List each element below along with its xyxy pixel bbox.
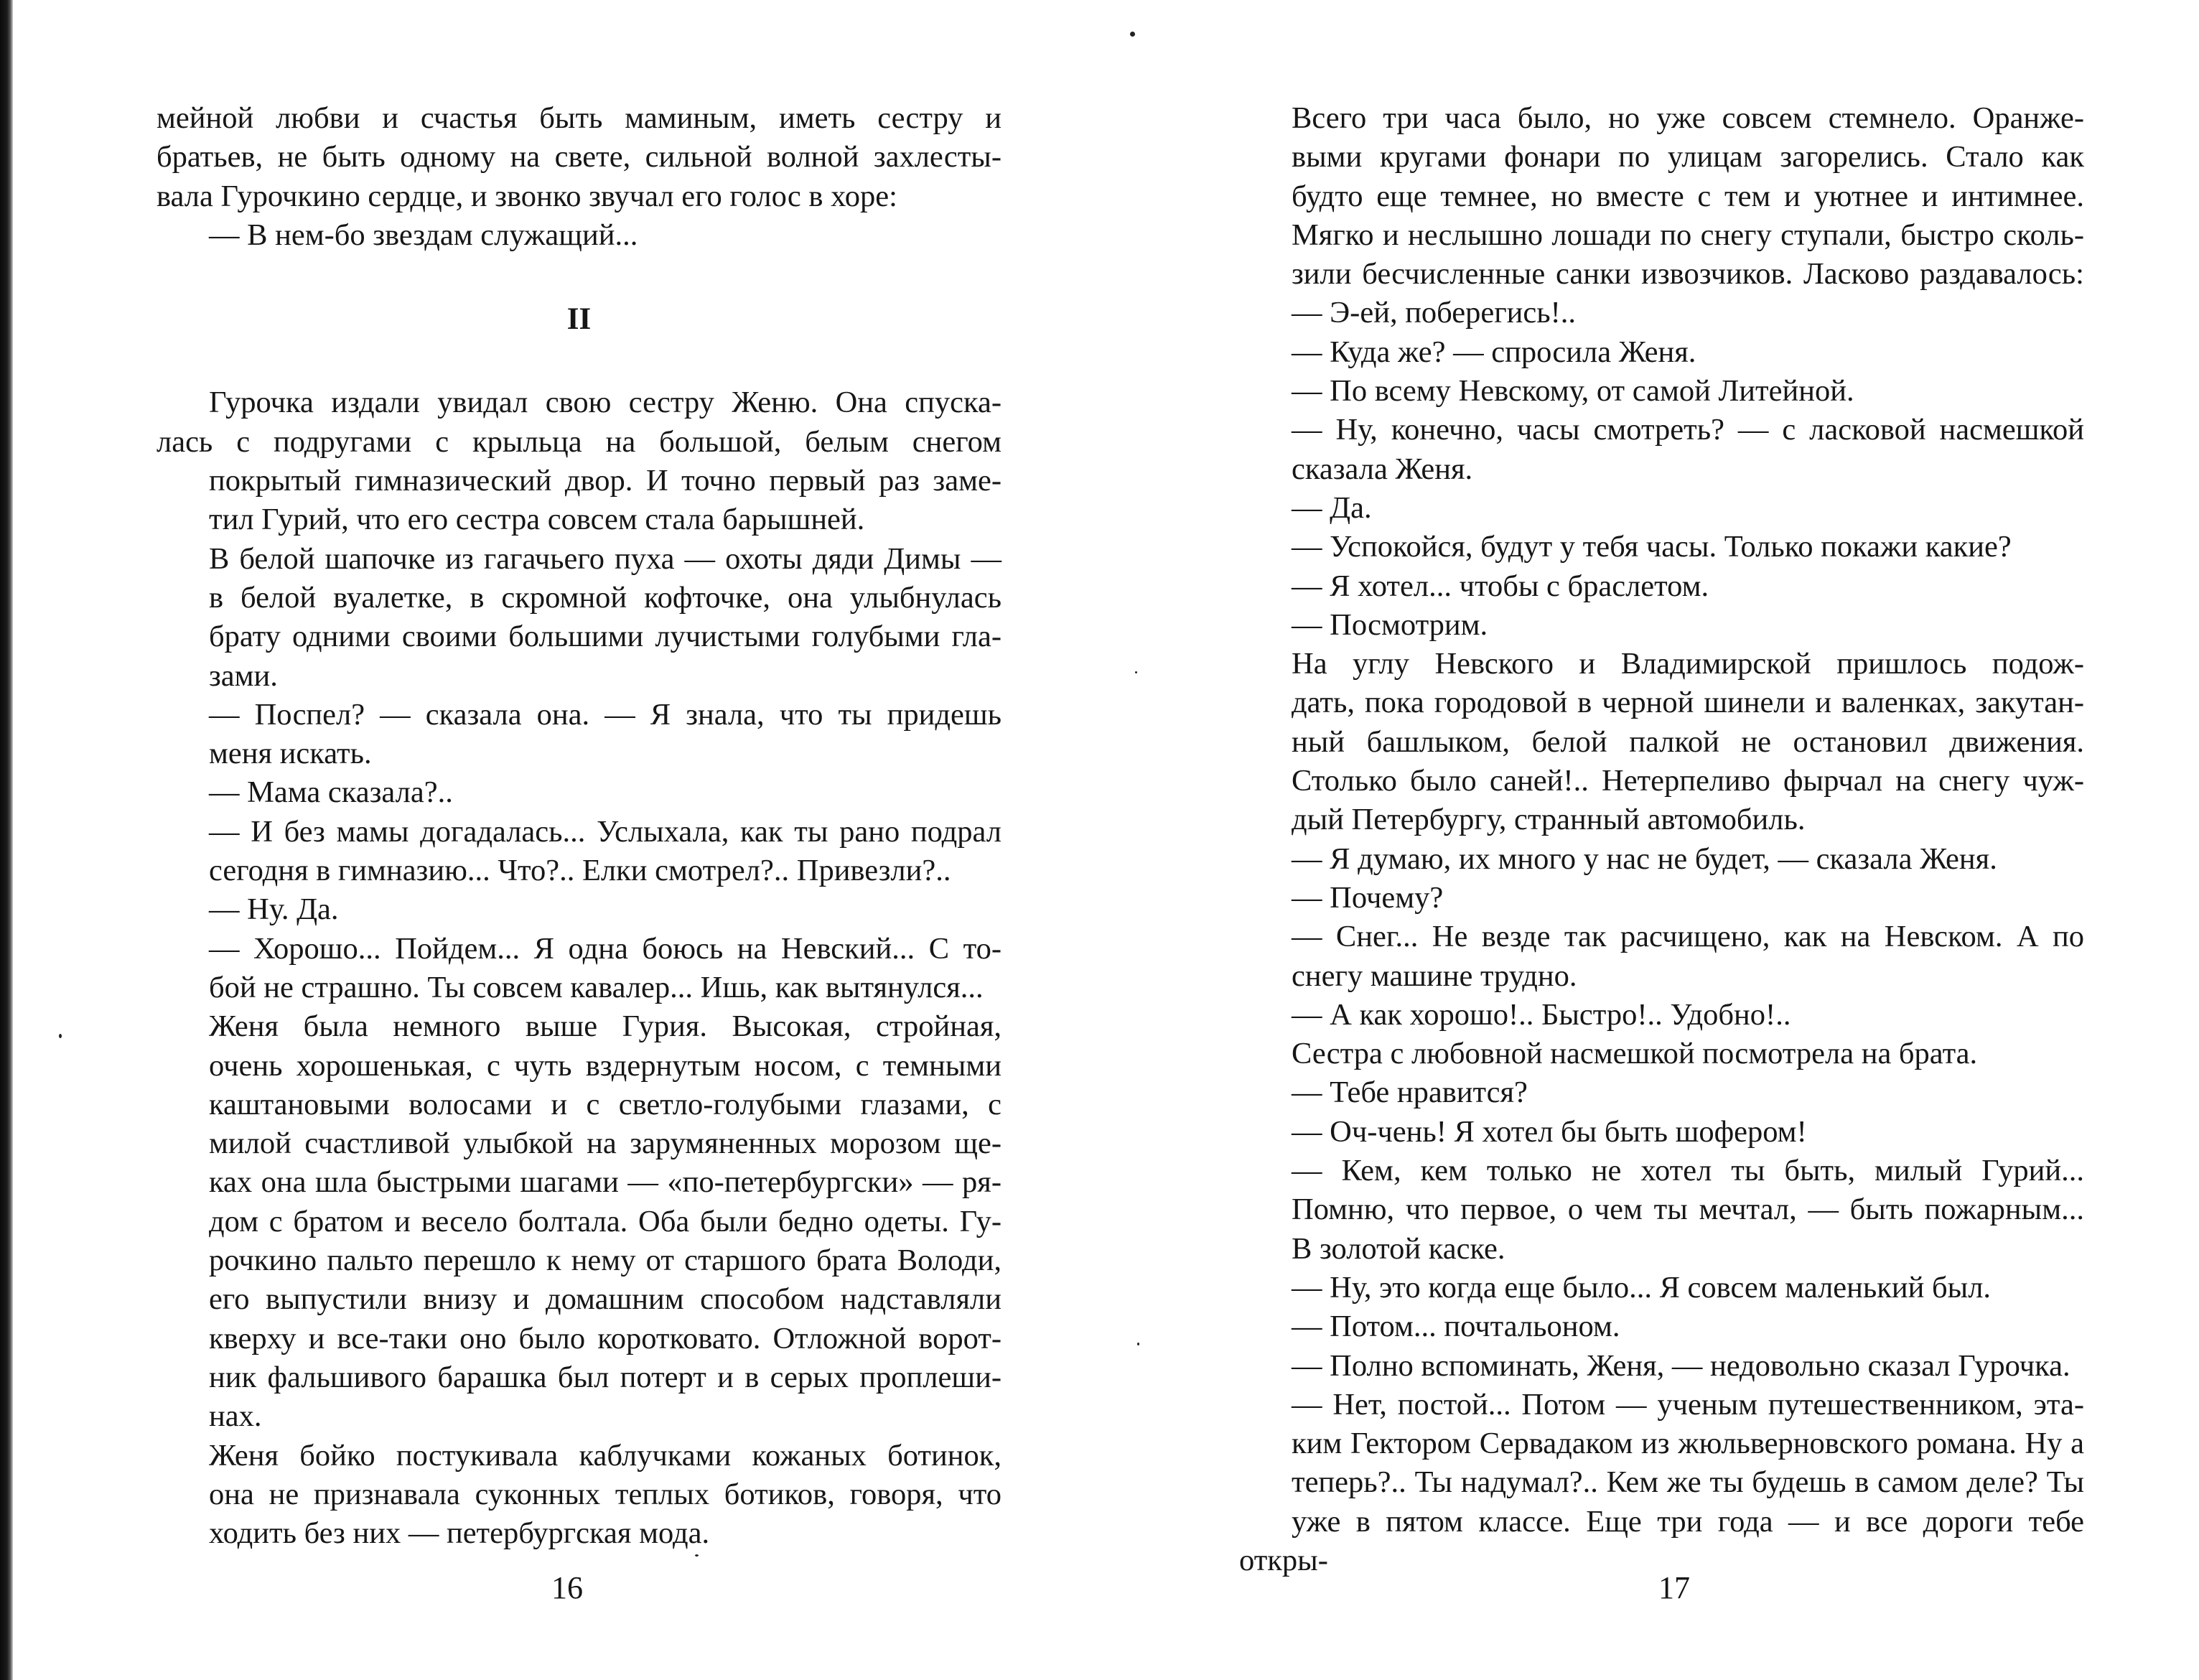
text-line: — Снег... Не везде так расчищено, как на Невском. А по <box>1292 920 2084 954</box>
text-line: покрытый гимназический двор. И точно первый раз заме- <box>209 464 1002 498</box>
text-line: — Почему? <box>1292 880 1444 915</box>
text-line: сказала Женя. <box>1292 452 1473 486</box>
text-line: — Я хотел... чтобы с браслетом. <box>1292 569 1709 603</box>
right-page <box>1099 0 2199 1680</box>
text-line: В золотой каске. <box>1292 1231 1505 1266</box>
dialogue <box>1239 879 2084 918</box>
dialogue <box>1239 996 2084 1035</box>
dialogue <box>1239 840 2084 879</box>
text-line: — Куда же? — спросила Женя. <box>1292 335 1696 369</box>
text-line: братьев, не быть одному на свете, сильной волной захлесты- <box>157 140 1002 174</box>
text-line: Всего три часа было, но уже совсем стемнело. Оранже- <box>1292 101 2084 135</box>
dialogue <box>1239 489 2084 528</box>
dialogue <box>1239 1347 2084 1386</box>
text-line: очень хорошенькая, с чуть вздернутым носом, с темными <box>209 1048 1002 1083</box>
dialogue <box>1239 918 2084 996</box>
text-line: ходить без них — петербургская мода. <box>209 1516 710 1551</box>
dialogue <box>157 773 1002 812</box>
text-line: в белой вуалетке, в скромной кофточке, она улыбнулась <box>209 580 1002 615</box>
dust-speck <box>1135 671 1137 673</box>
dust-speck <box>59 1034 62 1038</box>
text-line: В белой шапочке из гагачьего пуха — охоты дяди Димы — <box>209 541 1002 576</box>
continued-paragraph <box>157 99 1002 216</box>
text-line: ким Гектором Сервадаком из жюльверновского романа. Ну а <box>1292 1427 2084 1461</box>
right-page-text <box>1239 99 2084 1580</box>
dialogue <box>1239 333 2084 372</box>
text-line: — Мама сказала?.. <box>209 775 453 810</box>
chapter-heading: II <box>566 302 592 337</box>
paragraph <box>157 540 1002 696</box>
dialogue <box>1239 411 2084 489</box>
paragraph <box>157 383 1002 539</box>
text-line: кверху и все-таки оно было коротковато. Отложной ворот- <box>209 1321 1002 1355</box>
text-line: Мягко и неслышно лошади по снегу ступали, быстро сколь- <box>1292 218 2084 252</box>
text-line: бой не страшно. Ты совсем кавалер... Ишь, как вытянулся... <box>209 970 984 1004</box>
text-line: — Я думаю, их много у нас не будет, — сказала Женя. <box>1292 841 1997 876</box>
text-line: дом с братом и весело болтала. Оба были бедно одеты. Гу- <box>209 1204 1002 1238</box>
text-line: нах. <box>209 1399 262 1434</box>
text-line: Столько было саней!.. Нетерпеливо фырчал на снегу чуж- <box>1292 764 2084 798</box>
text-line: — Успокойся, будут у тебя часы. Только покажи какие? <box>1292 530 2012 564</box>
dialogue <box>157 930 1002 1008</box>
text-line: — Потом... почтальоном. <box>1292 1310 1620 1344</box>
left-page-text <box>157 99 1002 1553</box>
text-line: дать, пока городовой в черной шинели и валенках, закутан- <box>1292 686 2084 720</box>
text-line: зами. <box>209 658 278 693</box>
dust-speck <box>695 1554 699 1557</box>
text-line: меня искать. <box>209 737 372 771</box>
dialogue <box>157 696 1002 774</box>
dialogue <box>1239 1113 2084 1152</box>
paragraph <box>1239 645 2084 839</box>
text-line: — Тебе нравится? <box>1292 1075 1528 1110</box>
text-line: уже в пятом классе. Еще три года — и все дороги тебе откры- <box>1239 1504 2084 1577</box>
dialogue <box>1239 294 2084 332</box>
paragraph <box>1239 1035 2084 1073</box>
text-line: выми кругами фонари по улицам загорелись. Стало как <box>1292 140 2084 174</box>
paragraph <box>1239 99 2084 294</box>
text-line: — Ну, это когда еще было... Я совсем маленький был. <box>1292 1270 1992 1305</box>
text-line: — Нет, постой... Потом — ученым путешественником, эта- <box>1292 1387 2084 1422</box>
text-line: ный башлыком, белой палкой не остановил движения. <box>1292 724 2084 759</box>
text-line: Сестра с любовной насмешкой посмотрела на брата. <box>1292 1037 1978 1071</box>
text-line: вала Гурочкино сердце, и звонко звучал его голос в хоре: <box>157 179 897 213</box>
dialogue <box>1239 1269 2084 1307</box>
dialogue <box>1239 567 2084 606</box>
dust-speck <box>1137 1343 1139 1345</box>
text-line: снегу машине трудно. <box>1292 958 1577 993</box>
text-line: зили бесчисленные санки извозчиков. Ласково раздавалось: <box>1292 257 2084 291</box>
text-line: — Кем, кем только не хотел ты быть, милый Гурий... <box>1292 1154 2084 1188</box>
text-line: дый Петербургу, странный автомобиль. <box>1292 803 1806 837</box>
text-line: — Ну. Да. <box>209 892 339 927</box>
text-line: — Э-ей, поберегись!.. <box>1292 296 1577 330</box>
dialogue <box>1239 1073 2084 1112</box>
dust-speck <box>1130 32 1135 37</box>
dialogue <box>1239 1307 2084 1346</box>
dialogue <box>1239 372 2084 411</box>
text-line: — В нем-бо звездам служащий... <box>209 218 638 252</box>
text-line: — Хорошо... Пойдем... Я одна боюсь на Невский... С то- <box>209 931 1002 966</box>
dialogue <box>1239 528 2084 566</box>
text-line: — По всему Невскому, от самой Литейной. <box>1292 374 1854 409</box>
text-line: — А как хорошо!.. Быстро!.. Удобно!.. <box>1292 997 1791 1032</box>
text-line: — Посмотрим. <box>1292 607 1488 642</box>
text-line: ках она шла быстрыми шагами — «по-петербургски» — ря- <box>209 1165 1002 1200</box>
text-line: тил Гурий, что его сестра совсем стала барышней. <box>209 503 865 537</box>
left-page <box>0 0 1099 1680</box>
text-line: теперь?.. Ты надумал?.. Кем же ты будешь в самом деле? Ты <box>1292 1465 2084 1500</box>
text-line: На углу Невского и Владимирской пришлось подож- <box>1292 647 2084 681</box>
dialogue <box>157 890 1002 929</box>
text-line: лась с подругами с крыльца на большой, белым снегом <box>157 424 1002 459</box>
dialogue <box>1239 1386 2084 1580</box>
page-number: 17 <box>1658 1570 1690 1605</box>
text-line: брату одними своими большими лучистыми голубыми гла- <box>209 620 1002 654</box>
text-line: сегодня в гимназию... Что?.. Елки смотрел?.. Привезли?.. <box>209 854 951 888</box>
text-line: Женя была немного выше Гурия. Высокая, стройная, <box>209 1009 1002 1044</box>
text-line: будто еще темнее, но вместе с тем и уютнее и интимнее. <box>1292 179 2084 213</box>
text-line: Помню, что первое, о чем ты мечтал, — быть пожарным... <box>1292 1193 2084 1227</box>
paragraph <box>157 1007 1002 1436</box>
quote-line <box>157 216 1002 255</box>
text-line: милой счастливой улыбкой на зарумяненных морозом ще- <box>209 1126 1002 1161</box>
text-line: — Ну, конечно, часы смотреть? — с ласковой насмешкой <box>1292 413 2084 447</box>
text-line: она не признавала суконных теплых ботиков, говоря, что <box>209 1477 1002 1511</box>
text-line: — Да. <box>1292 490 1372 525</box>
text-line: каштановыми волосами и с светло-голубыми глазами, с <box>209 1087 1002 1121</box>
page-number: 16 <box>551 1570 583 1605</box>
text-line: — Полно вспоминать, Женя, — недовольно сказал Гурочка. <box>1292 1348 2070 1383</box>
text-line: — Оч-чень! Я хотел бы быть шофером! <box>1292 1114 1807 1149</box>
text-line: рочкино пальто перешло к нему от старшого брата Володи, <box>209 1243 1002 1278</box>
paragraph <box>157 1437 1002 1554</box>
text-line: Гурочка издали увидал свою сестру Женю. Она спуска- <box>209 386 1002 420</box>
text-line: мейной любви и счастья быть маминым, иметь сестру и <box>157 101 1002 135</box>
text-line: — Поспел? — сказала она. — Я знала, что ты придешь <box>209 697 1002 732</box>
text-line: ник фальшивого барашка был потерт и в серых проплеши- <box>209 1360 1002 1394</box>
text-line: Женя бойко постукивала каблучками кожаных ботинок, <box>209 1438 1002 1473</box>
text-line: — И без мамы догадалась... Услыхала, как ты рано подрал <box>209 814 1002 849</box>
dialogue <box>1239 1152 2084 1269</box>
text-line: его выпустили внизу и домашним способом надставляли <box>209 1282 1002 1317</box>
dialogue <box>1239 606 2084 645</box>
dialogue <box>157 813 1002 891</box>
